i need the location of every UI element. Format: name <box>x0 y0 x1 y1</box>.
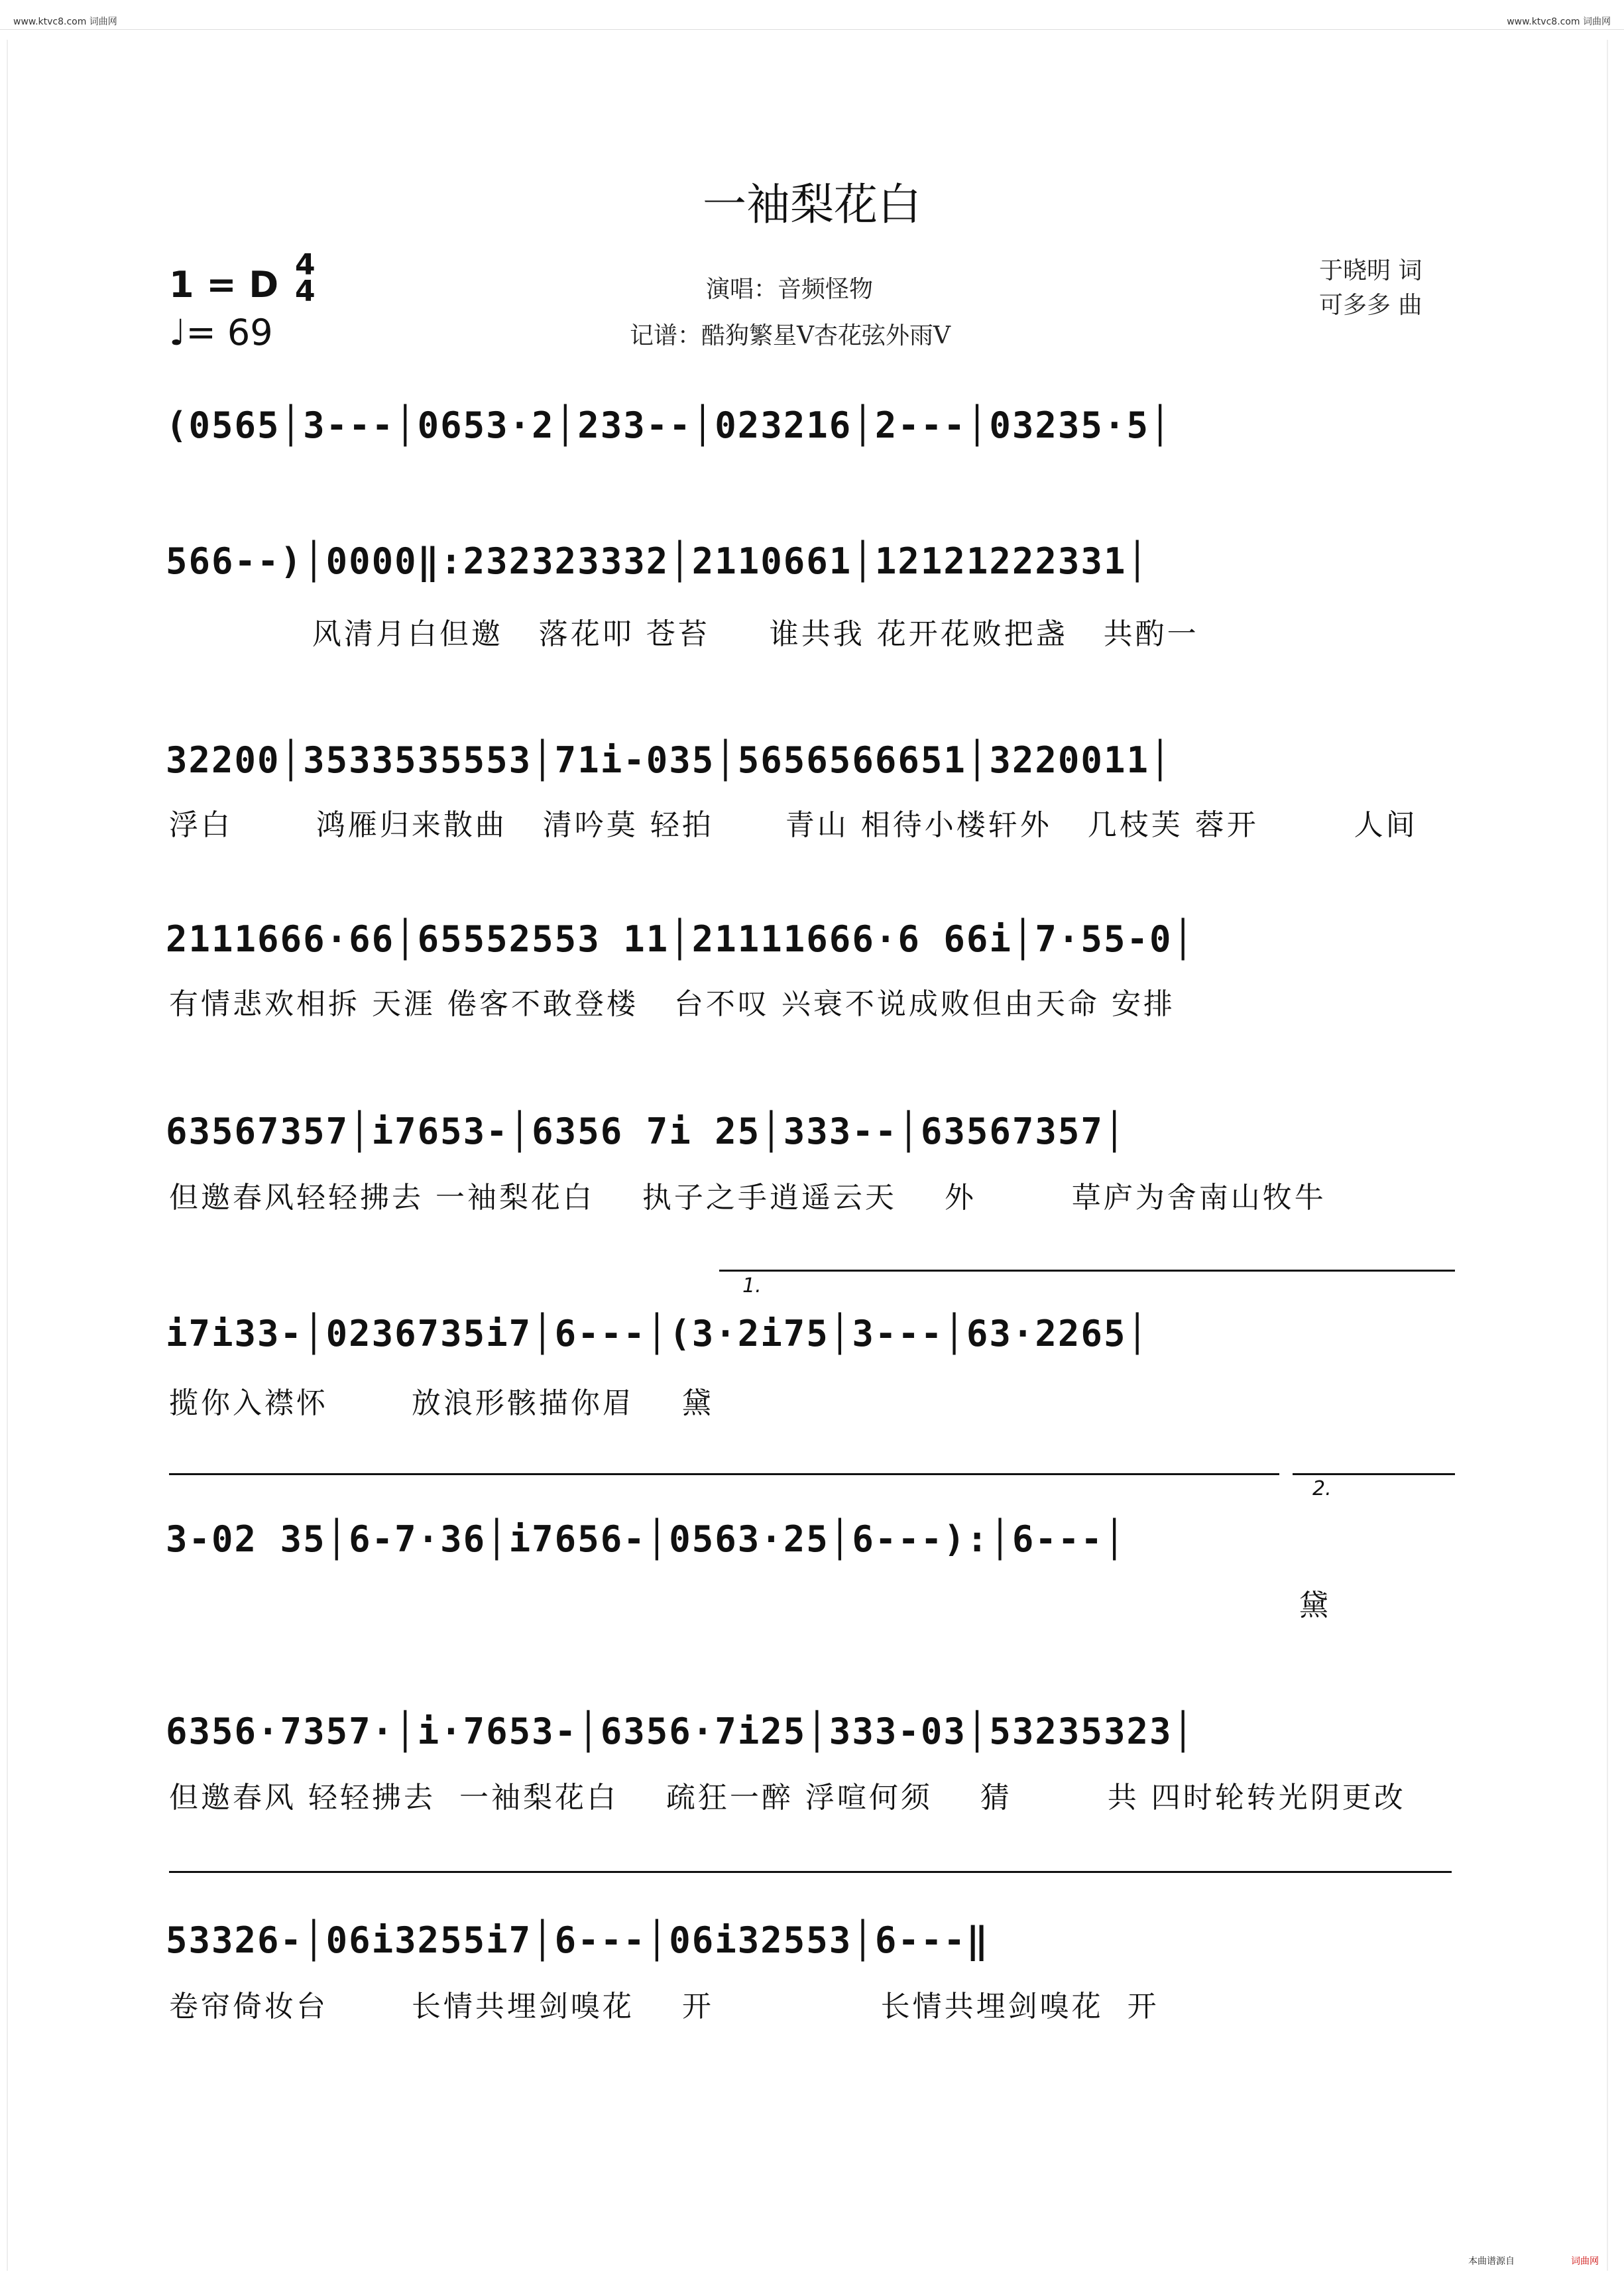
lyrics-line-6: 揽你入襟怀 放浪形骸描你眉 黛 <box>169 1386 714 1420</box>
notation-line-9: 53326-│06i3255i7│6---│06i32553│6---‖ <box>166 1919 990 1961</box>
closing-bracket <box>169 1871 1452 1873</box>
header-site-left: www.ktvc8.com 词曲网 <box>13 17 117 27</box>
lyrics-line-8: 但邀春风 轻轻拂去 一袖梨花白 疏狂一醉 浮喧何须 猜 共 四时轮转光阴更改 <box>169 1781 1406 1815</box>
notation-line-6: i7i33-│0236735i7│6---│(3·2i75│3---│63·2265│ <box>166 1313 1149 1354</box>
lyrics-line-5: 但邀春风轻轻拂去 一袖梨花白 执子之手逍遥云天 外 草庐为舍南山牧牛 <box>169 1181 1326 1215</box>
lyricist-credit: 于晓明 词 <box>1319 257 1422 284</box>
lyrics-line-4: 有情悲欢相拆 天涯 倦客不敢登楼 台不叹 兴衰不说成败但由天命 安排 <box>169 987 1175 1021</box>
time-signature: 4 4 <box>295 248 316 308</box>
second-ending-label: 2. <box>1312 1477 1332 1500</box>
first-ending-bracket-cont <box>169 1473 1279 1475</box>
notation-line-5: 63567357│i7653-│6356 7i 25│333--│63567357│ <box>166 1111 1127 1152</box>
composer-credit: 可多多 曲 <box>1319 292 1422 319</box>
notation-line-4: 2111666·66│65552553 11│21111666·6 66i│7·55-0│ <box>166 918 1195 960</box>
notation-line-2: 566--)│0000‖:232323332│2110661│12121222331│ <box>166 540 1149 582</box>
transcriber-credit: 记谱：酷狗繁星V杏花弦外雨V <box>630 322 951 349</box>
header-rule <box>0 29 1624 30</box>
notation-line-7: 3-02 35│6-7·36│i7656-│0563·25│6---):│6---│ <box>166 1518 1127 1560</box>
footer-source-text: 本曲谱源自 <box>1468 2256 1515 2267</box>
lyrics-line-2: 风清月白但邀 落花叩 苍苔 谁共我 花开花败把盏 共酌一 <box>169 617 1199 651</box>
lyrics-line-3: 浮白 鸿雁归来散曲 清吟莫 轻拍 青山 相待小楼轩外 几枝芙 蓉开 人间 <box>169 808 1418 842</box>
notation-line-1: (0565│3---│0653·2│233--│023216│2---│03235·5│ <box>166 404 1173 446</box>
right-margin-strip <box>1607 40 1617 2271</box>
header-site-right: www.ktvc8.com 词曲网 <box>1507 17 1611 27</box>
song-title: 一袖梨花白 <box>703 179 921 230</box>
second-ending-bracket <box>1293 1473 1455 1475</box>
first-ending-bracket <box>719 1270 1455 1272</box>
lyrics-line-9: 卷帘倚妆台 长情共埋剑嗅花 开 长情共埋剑嗅花 开 <box>169 1990 1159 2023</box>
notation-line-8: 6356·7357·│i·7653-│6356·7i25│333-03│53235323│ <box>166 1711 1195 1752</box>
left-margin-strip <box>7 40 17 2271</box>
first-ending-label: 1. <box>742 1274 762 1297</box>
key-signature: 1 = D <box>169 264 279 306</box>
tempo-marking: ♩= 69 <box>169 312 273 353</box>
notation-line-3: 32200│3533535553│71i-035│5656566651│3220011│ <box>166 739 1173 781</box>
footer-site-logo[interactable]: 词曲网 <box>1571 2256 1599 2267</box>
singer-credit: 演唱：音频怪物 <box>706 276 874 303</box>
lyrics-line-7: 黛 <box>1299 1589 1331 1622</box>
